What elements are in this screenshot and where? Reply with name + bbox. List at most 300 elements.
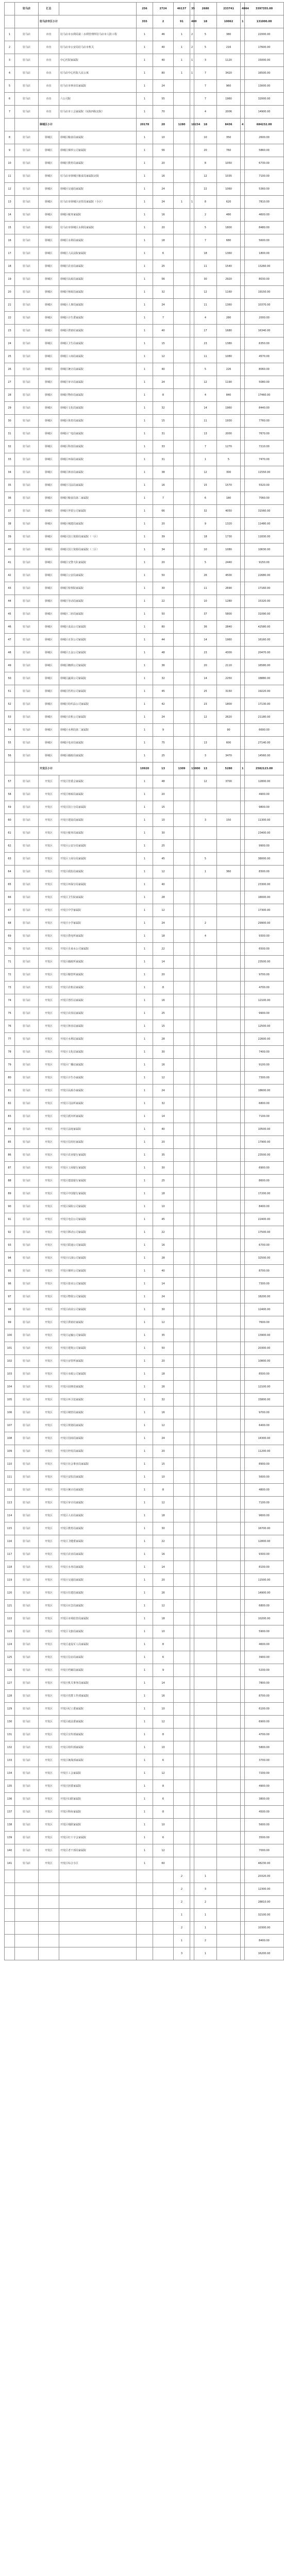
value-cell	[5, 1909, 15, 1922]
value-cell	[194, 1149, 217, 1162]
value-cell: 9900.00	[245, 840, 284, 853]
value-cell: 1	[137, 981, 153, 994]
value-cell	[241, 801, 245, 814]
value-cell: 6800.00	[245, 1600, 284, 1613]
value-cell	[217, 981, 241, 994]
city-cell: 驻马店	[15, 1754, 39, 1767]
value-cell: 1	[194, 1947, 217, 1960]
value-cell	[217, 1870, 241, 1883]
value-cell	[241, 1613, 245, 1625]
value-cell: 8700.00	[245, 1265, 284, 1278]
community-name: 驿城区城建局家属院	[59, 518, 137, 531]
community-name: 开发区建筑公司家属院	[59, 1342, 137, 1355]
value-cell	[217, 1342, 241, 1355]
table-row	[5, 1535, 284, 1548]
value-cell: 1	[190, 54, 194, 67]
value-cell: 20300.00	[245, 1342, 284, 1355]
city-cell: 驻马店	[15, 969, 39, 981]
table-row	[5, 969, 284, 981]
value-cell: 80	[153, 67, 174, 80]
value-cell: 23300.00	[245, 878, 284, 891]
table-row	[5, 685, 284, 698]
value-cell	[241, 144, 245, 157]
value-cell: 15	[153, 801, 174, 814]
value-cell	[174, 157, 190, 170]
value-cell: 1	[137, 1497, 153, 1510]
value-cell: 1	[137, 685, 153, 698]
value-cell	[190, 1844, 194, 1857]
value-cell	[59, 1870, 137, 1883]
city-cell: 驻马店	[15, 634, 39, 647]
value-cell: 60	[153, 1857, 174, 1870]
value-cell	[174, 930, 190, 943]
district-cell: 开发区	[39, 1510, 59, 1522]
district-cell: 开发区	[39, 1561, 59, 1574]
value-cell	[241, 1419, 245, 1432]
district-cell: 开发区	[39, 1329, 59, 1342]
value-cell: 31	[153, 453, 174, 466]
table-row	[5, 1922, 284, 1935]
value-cell	[174, 1664, 190, 1677]
value-cell	[174, 827, 190, 840]
community-name: 开发区市政公司家属院	[59, 1368, 137, 1381]
value-cell	[190, 1033, 194, 1046]
value-cell	[174, 1342, 190, 1355]
value-cell	[174, 518, 190, 531]
city-cell: 驻马店	[15, 131, 39, 144]
row-number: 41	[5, 556, 15, 569]
city-cell: 驻马店	[15, 80, 39, 93]
row-number: 34	[5, 466, 15, 479]
value-cell: 1	[137, 1458, 153, 1471]
value-cell	[59, 1883, 137, 1896]
district-cell: 驿城区	[39, 415, 59, 428]
value-cell	[174, 1239, 190, 1252]
city-cell: 驻马店	[15, 1741, 39, 1754]
value-cell: 1	[137, 711, 153, 724]
value-cell: 8060.00	[245, 363, 284, 376]
value-cell	[194, 994, 217, 1007]
value-cell	[241, 260, 245, 273]
value-cell	[241, 1033, 245, 1046]
value-cell: 1	[190, 196, 194, 209]
value-cell: 1	[137, 1806, 153, 1819]
value-cell: 1	[137, 737, 153, 750]
value-cell: 32	[153, 402, 174, 415]
community-name: 开发区卫健委家属院	[59, 1535, 137, 1548]
value-cell	[217, 1832, 241, 1844]
table-row	[5, 659, 284, 672]
value-cell	[174, 1046, 190, 1059]
value-cell	[241, 1625, 245, 1638]
value-cell	[190, 1625, 194, 1638]
value-cell	[241, 1690, 245, 1703]
value-cell	[39, 1870, 59, 1883]
value-cell	[194, 1613, 217, 1625]
value-cell	[217, 801, 241, 814]
value-cell: 1	[137, 363, 153, 376]
value-cell: 8900.00	[245, 1458, 284, 1471]
value-cell: 16	[153, 1059, 174, 1072]
value-cell	[194, 1510, 217, 1522]
community-name: 开发区市场监管局家属院	[59, 1613, 137, 1625]
value-cell	[5, 1896, 15, 1909]
community-name: 开发区园林处家属院	[59, 1381, 137, 1394]
value-cell: 14	[153, 1561, 174, 1574]
value-cell	[217, 930, 241, 943]
community-name: 开发区运输公司家属院	[59, 1329, 137, 1342]
value-cell: 16700.00	[245, 1522, 284, 1535]
value-cell: 1	[137, 930, 153, 943]
value-cell	[241, 1497, 245, 1510]
city-cell: 驻马店	[15, 737, 39, 750]
value-cell	[194, 1587, 217, 1600]
value-cell	[241, 1909, 245, 1922]
district-cell: 开发区	[39, 1200, 59, 1213]
district-cell: 开发区	[39, 981, 59, 994]
city-cell: 驻马店	[15, 1522, 39, 1535]
row-number: 85	[5, 1136, 15, 1149]
value-cell: 24	[153, 299, 174, 312]
table-row	[5, 595, 284, 608]
table-row	[5, 711, 284, 724]
table-row	[5, 1406, 284, 1419]
value-cell	[174, 505, 190, 518]
value-cell	[194, 878, 217, 891]
city-cell: 驻马店	[15, 428, 39, 440]
value-cell: 1730	[217, 531, 241, 544]
row-number: 84	[5, 1123, 15, 1136]
district-cell: 开发区	[39, 1458, 59, 1471]
value-cell	[194, 1059, 217, 1072]
city-cell: 驻马店	[15, 891, 39, 904]
district-cell: 开发区	[39, 956, 59, 969]
value-cell: 7100.00	[245, 1110, 284, 1123]
value-cell	[241, 1020, 245, 1033]
value-cell: 8300.00	[245, 866, 284, 878]
value-cell	[190, 1793, 194, 1806]
row-number: 50	[5, 672, 15, 685]
value-cell: 30	[153, 1162, 174, 1175]
value-cell: 48230.00	[245, 1857, 284, 1870]
district-cell: 市直	[39, 106, 59, 118]
community-name: 开发区物资公司家属院	[59, 1291, 137, 1303]
value-cell: 1	[174, 54, 190, 67]
city-cell: 驻马店	[15, 1252, 39, 1265]
value-cell	[241, 1484, 245, 1497]
value-cell	[174, 1368, 190, 1381]
community-name: 开发区工商银行家属院	[59, 1162, 137, 1175]
table-row	[5, 1123, 284, 1136]
value-cell	[174, 672, 190, 685]
value-cell	[217, 1291, 241, 1303]
value-cell	[241, 814, 245, 827]
row-number: 15	[5, 222, 15, 234]
value-cell: 34	[153, 544, 174, 556]
value-cell	[174, 685, 190, 698]
row-number: 18	[5, 260, 15, 273]
value-cell	[190, 1162, 194, 1175]
district-cell: 驿城区	[39, 531, 59, 544]
table-row	[5, 1574, 284, 1587]
value-cell: 40	[153, 363, 174, 376]
row-number: 27	[5, 376, 15, 389]
value-cell	[217, 943, 241, 956]
value-cell: 32500.00	[245, 1252, 284, 1265]
value-cell: 4500.00	[245, 1806, 284, 1819]
row-number: 47	[5, 634, 15, 647]
city-cell: 驻马店	[15, 1355, 39, 1368]
community-name: 开发区城管局家属院	[59, 1406, 137, 1419]
value-cell	[190, 1947, 194, 1960]
value-cell: 4	[194, 930, 217, 943]
value-cell	[174, 1162, 190, 1175]
value-cell	[174, 453, 190, 466]
value-cell: 3800.00	[245, 1793, 284, 1806]
value-cell: 10	[153, 1200, 174, 1213]
value-cell: 1	[137, 337, 153, 350]
value-cell	[190, 1677, 194, 1690]
value-cell: 1	[137, 1445, 153, 1458]
value-cell	[174, 1754, 190, 1767]
district-cell: 驿城区	[39, 209, 59, 222]
value-cell: 1	[137, 41, 153, 54]
city-cell: 驻马店	[15, 956, 39, 969]
value-cell	[241, 685, 245, 698]
table-row	[5, 466, 284, 479]
value-cell	[174, 1510, 190, 1522]
value-cell: 2	[194, 1935, 217, 1947]
value-cell	[190, 1368, 194, 1381]
row-number: 17	[5, 247, 15, 260]
city-cell: 驻马店	[15, 234, 39, 247]
table-row	[5, 1342, 284, 1355]
table-row	[5, 1265, 284, 1278]
value-cell	[194, 1368, 217, 1381]
value-cell: 26	[194, 569, 217, 582]
row-number: 104	[5, 1381, 15, 1394]
value-cell	[241, 1394, 245, 1406]
value-cell	[190, 1136, 194, 1149]
value-cell: 1	[137, 750, 153, 762]
community-name: 驿城区工商局家属院	[59, 350, 137, 363]
row-number: 100	[5, 1329, 15, 1342]
value-cell: 16160.00	[245, 634, 284, 647]
value-cell: 4900.00	[245, 788, 284, 801]
value-cell	[190, 234, 194, 247]
table-row	[5, 1587, 284, 1600]
value-cell	[217, 1497, 241, 1510]
value-cell	[174, 440, 190, 453]
value-cell: 7	[194, 440, 217, 453]
value-cell	[190, 556, 194, 569]
value-cell: 1	[137, 1226, 153, 1239]
subtotal-value: 13	[153, 762, 174, 775]
value-cell	[217, 1406, 241, 1419]
value-cell: 48	[153, 775, 174, 788]
value-cell: 7300.00	[245, 1278, 284, 1291]
value-cell	[190, 1291, 194, 1303]
value-cell	[241, 1935, 245, 1947]
city-cell: 驻马店	[15, 750, 39, 762]
community-name: 驿城区检察院家属院	[59, 582, 137, 595]
value-cell	[241, 621, 245, 634]
value-cell: 1	[137, 1329, 153, 1342]
value-cell: 1	[137, 196, 153, 209]
value-cell: 16340.00	[245, 325, 284, 337]
value-cell: 11200.00	[245, 1445, 284, 1458]
value-cell: 32	[153, 1097, 174, 1110]
value-cell: 600	[217, 737, 241, 750]
value-cell	[241, 1329, 245, 1342]
value-cell	[241, 1368, 245, 1381]
value-cell: 1	[137, 299, 153, 312]
row-number: 3	[5, 54, 15, 67]
value-cell	[217, 1059, 241, 1072]
table-row	[5, 144, 284, 157]
value-cell	[194, 1819, 217, 1832]
value-cell	[174, 878, 190, 891]
row-number: 101	[5, 1342, 15, 1355]
value-cell	[174, 1291, 190, 1303]
value-cell: 360	[217, 866, 241, 878]
table-row	[5, 1767, 284, 1780]
value-cell: 1	[137, 1793, 153, 1806]
city-cell: 驻马店	[15, 1458, 39, 1471]
value-cell	[174, 1419, 190, 1432]
value-cell	[217, 1703, 241, 1716]
value-cell: 20	[194, 659, 217, 672]
value-cell	[241, 1316, 245, 1329]
value-cell	[174, 1084, 190, 1097]
district-cell: 开发区	[39, 1123, 59, 1136]
value-cell	[174, 273, 190, 286]
value-cell: 18	[153, 1188, 174, 1200]
value-cell	[194, 1793, 217, 1806]
table-row	[5, 67, 284, 80]
value-cell: 35	[153, 1149, 174, 1162]
value-cell: 31090.00	[245, 608, 284, 621]
row-number: 32	[5, 440, 15, 453]
value-cell: 1060	[217, 183, 241, 196]
value-cell: 1	[137, 1741, 153, 1754]
table-row	[5, 54, 284, 67]
subtotal-value: 8436	[217, 118, 241, 131]
city-cell: 驻马店	[15, 273, 39, 286]
district-cell: 开发区	[39, 1291, 59, 1303]
row-number: 13	[5, 196, 15, 209]
row-number: 43	[5, 582, 15, 595]
value-cell: 22	[194, 183, 217, 196]
value-cell: 1	[137, 1175, 153, 1188]
district-cell: 驿城区	[39, 659, 59, 672]
value-cell: 12	[153, 1072, 174, 1084]
value-cell	[217, 1329, 241, 1342]
district-cell: 开发区	[39, 1175, 59, 1188]
community-name: 驻马店市驿城区粮食局家属院北院	[59, 170, 137, 183]
value-cell	[241, 1819, 245, 1832]
district-cell: 驿城区	[39, 428, 59, 440]
value-cell	[190, 1252, 194, 1265]
table-row	[5, 1059, 284, 1072]
value-cell	[39, 1909, 59, 1922]
value-cell: 2	[174, 1883, 190, 1896]
value-cell: 32	[153, 672, 174, 685]
value-cell	[174, 943, 190, 956]
value-cell	[241, 1175, 245, 1188]
value-cell	[241, 788, 245, 801]
value-cell: 1	[137, 1419, 153, 1432]
value-cell	[174, 1677, 190, 1690]
value-cell	[39, 1935, 59, 1947]
row-number: 131	[5, 1728, 15, 1741]
row-number: 88	[5, 1175, 15, 1188]
value-cell: 12	[194, 775, 217, 788]
value-cell: 3	[194, 54, 217, 67]
value-cell	[174, 891, 190, 904]
value-cell: 8440.00	[245, 402, 284, 415]
value-cell	[174, 402, 190, 415]
community-name: 驻马店市驿城区水利局家属院	[59, 222, 137, 234]
table-row	[5, 453, 284, 466]
value-cell: 10	[153, 1625, 174, 1638]
row-number: 69	[5, 930, 15, 943]
value-cell: 32	[153, 1394, 174, 1406]
value-cell: 6100.00	[245, 1703, 284, 1716]
value-cell: 2	[190, 41, 194, 54]
value-cell: 1	[137, 956, 153, 969]
value-cell	[194, 1252, 217, 1265]
table-row	[5, 1497, 284, 1510]
value-cell: 6500.00	[245, 943, 284, 956]
value-cell	[241, 1561, 245, 1574]
subtotal-value: 13000	[190, 762, 194, 775]
district-cell: 驿城区	[39, 505, 59, 518]
community-name: 开发区保险公司家属院	[59, 1200, 137, 1213]
value-cell: 1	[137, 1677, 153, 1690]
community-name: 驻马店市水利局第二水利管理所驻马店市人防工程	[59, 28, 137, 41]
row-number: 83	[5, 1110, 15, 1123]
row-number: 51	[5, 685, 15, 698]
row-number: 132	[5, 1741, 15, 1754]
community-name: 开发区应急局家属院	[59, 1600, 137, 1613]
value-cell	[190, 1870, 194, 1883]
value-cell	[241, 1638, 245, 1651]
table-row	[5, 1522, 284, 1535]
value-cell: 5	[194, 556, 217, 569]
value-cell: 1	[137, 698, 153, 711]
value-cell: 2000	[217, 428, 241, 440]
value-cell: 1	[137, 1342, 153, 1355]
table-row	[5, 878, 284, 891]
community-name: 开发区交通局家属院	[59, 1574, 137, 1587]
value-cell	[217, 827, 241, 840]
district-cell: 驿城区	[39, 621, 59, 634]
row-number: 105	[5, 1394, 15, 1406]
value-cell: 8400.00	[245, 1935, 284, 1947]
district-cell: 开发区	[39, 1497, 59, 1510]
subtotal-cell	[15, 118, 39, 131]
value-cell	[174, 1716, 190, 1728]
district-cell: 开发区	[39, 1084, 59, 1097]
subtotal-cell	[5, 15, 15, 28]
table-row	[5, 1883, 284, 1896]
value-cell: 11550.00	[245, 466, 284, 479]
row-number: 110	[5, 1458, 15, 1471]
value-cell: 226	[217, 363, 241, 376]
value-cell: 6900.00	[245, 1716, 284, 1728]
section-subtotal-row	[5, 762, 284, 775]
